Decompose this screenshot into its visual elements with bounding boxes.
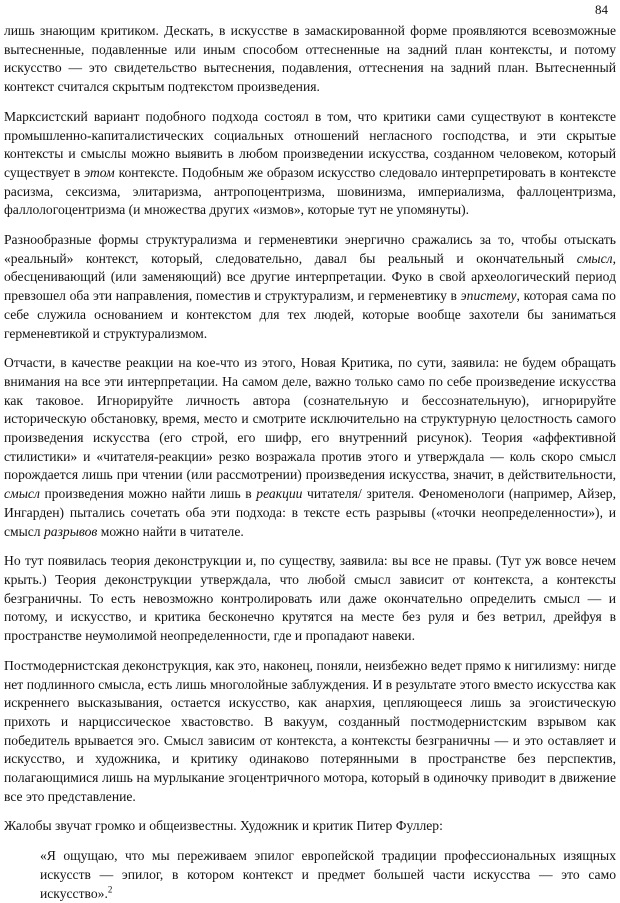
page-number: 84 [595,2,608,17]
italic-text: разрывов [44,523,98,539]
body-paragraph [4,354,616,541]
italic-text: реакции [256,486,303,502]
paragraph-text: произведения можно найти лишь в [39,486,257,502]
paragraph-text: Отчасти, в качестве реакции на кое-что из этого, Новая Критика, по сути, заявила: не будем обращать внимания на все эти интерпретации. На самом деле, важно только само по себе произведение искусства как таковое. Игнорируйте личность автора (сознательную и бессознательную), игнорируйте историческую обстановку, время, место и смотрите исключительно на структурную целостность самого произведения искусства (его строй, его шифр, его внутренний рисунок). Теория «аффективной стилистики» и «читателя-реакции» резко возражала против этого и утверждала — коль скоро смысл порождается лишь при чтении (или рассмотрении) произведения искусства, значит, в действительности, [4,355,616,483]
paragraph-text: можно найти в читателе. [97,523,244,539]
body-paragraph [4,657,616,807]
paragraph-text: , которая сама по себе служила основанием и контекстом для тех людей, которые вообще захотели бы заниматься герменевтикой и структурализмом. [4,288,616,341]
italic-text: смысл [4,486,40,502]
paragraph-text: Жалобы звучат громко и общеизвестны. Художник и критик Питер Фуллер: [4,818,443,834]
paragraph-text: читателя/ зрителя. Феноменологи (например, Айзер, Ингарден) пытались сочетать оба эти подхода: в тексте есть разрывы («точки неопределенности»), и смысл [4,486,616,539]
italic-text: эпистему [460,288,517,304]
paragraph-text: Но тут появилась теория деконструкции и, по существу, заявила: вы все не правы. (Тут уж вовсе нечем крыть.) Теория деконструкции утверждала, что любой смысл зависит от контекста, а контексты безграничны. То есть невозможно контролировать или даже окончательно определить смысл — и потому, и искусство, и критика бесконечно крутятся на месте без руля и без ветрил, дрейфуя в пространстве неумолимой неопределенности, где и пропадают навеки. [4,553,616,644]
page-body [4,22,616,903]
body-paragraph [4,817,616,836]
paragraph-text: Марксистский вариант подобного подхода состоял в том, что критики сами существуют в контексте промышленно-капиталистических социальных отношений негласного господства, и эти скрытые контексты и смыслы можно выявить в любом произведении искусства, созданном человеком, который существует в [4,108,616,180]
paragraph-text: Разнообразные формы структурализма и герменевтики энергично сражались за то, чтобы отыскать «реальный» контекст, который, следовательно, давал бы реальный и окончательный [4,232,616,266]
body-paragraph [4,552,616,646]
italic-text: этом [84,164,115,180]
body-paragraph [4,231,616,343]
italic-text: смысл [576,250,613,266]
body-paragraph [4,108,616,220]
body-paragraph [4,22,616,97]
paragraph-text: Постмодернистская деконструкция, как это, наконец, поняли, неизбежно ведет прямо к нигилизму: нигде нет подлинного смысла, есть лишь многолойные заблуждения. И в результате этого вместо искусства как искреннего высказывания, остается искусство, как анархия, цепляющееся лишь за эгоистическую прихоть и нарциссическое хвастовство. В вакуум, созданный постмодернистским взрывом как победитель врывается эго. Смысл зависим от контекста, а контексты безграничны — и это оставляет и искусство, и художника, и критику одинаково потерянными в пространстве без перспектив, полагающимися лишь на мурлыкание эгоцентричного мотора, который в одиночку приводит в движение все это представление. [4,657,616,804]
paragraph-text: лишь знающим критиком. Дескать, в искусстве в замаскированной форме проявляются всевозможные вытесненные, подавленные или иным способом оттесненные на задний план контексты, и потому искусство — это свидетельство вытеснения, подавления, оттеснения на задний план. Вытесненный контекст считался скрытым подтекстом произведения. [4,23,616,95]
paragraph-text: , обесценивающий (или заменяющий) все другие интерпретации. Фуко в свой археологический период превзошел оба эти направления, поместив и структурализм, и герменевтику в [4,250,616,304]
quote-text: «Я ощущаю, что мы переживаем эпилог европейской традиции профессиональных изящных искусств — эпилог, в котором контекст и предмет большей части искусства — это само искусство». [40,848,616,901]
footnote-marker[interactable]: 2 [107,884,113,894]
block-quote [40,847,616,903]
paragraph-text: контексте. Подобным же образом искусство следовало интерпретировать в контексте расизма, сексизма, элитаризма, антропоцентризма, шовинизма, империализма, фаллоцентризма, фаллологоцентризма (и множества других «измов», которые тут не упомянуты). [4,164,616,218]
